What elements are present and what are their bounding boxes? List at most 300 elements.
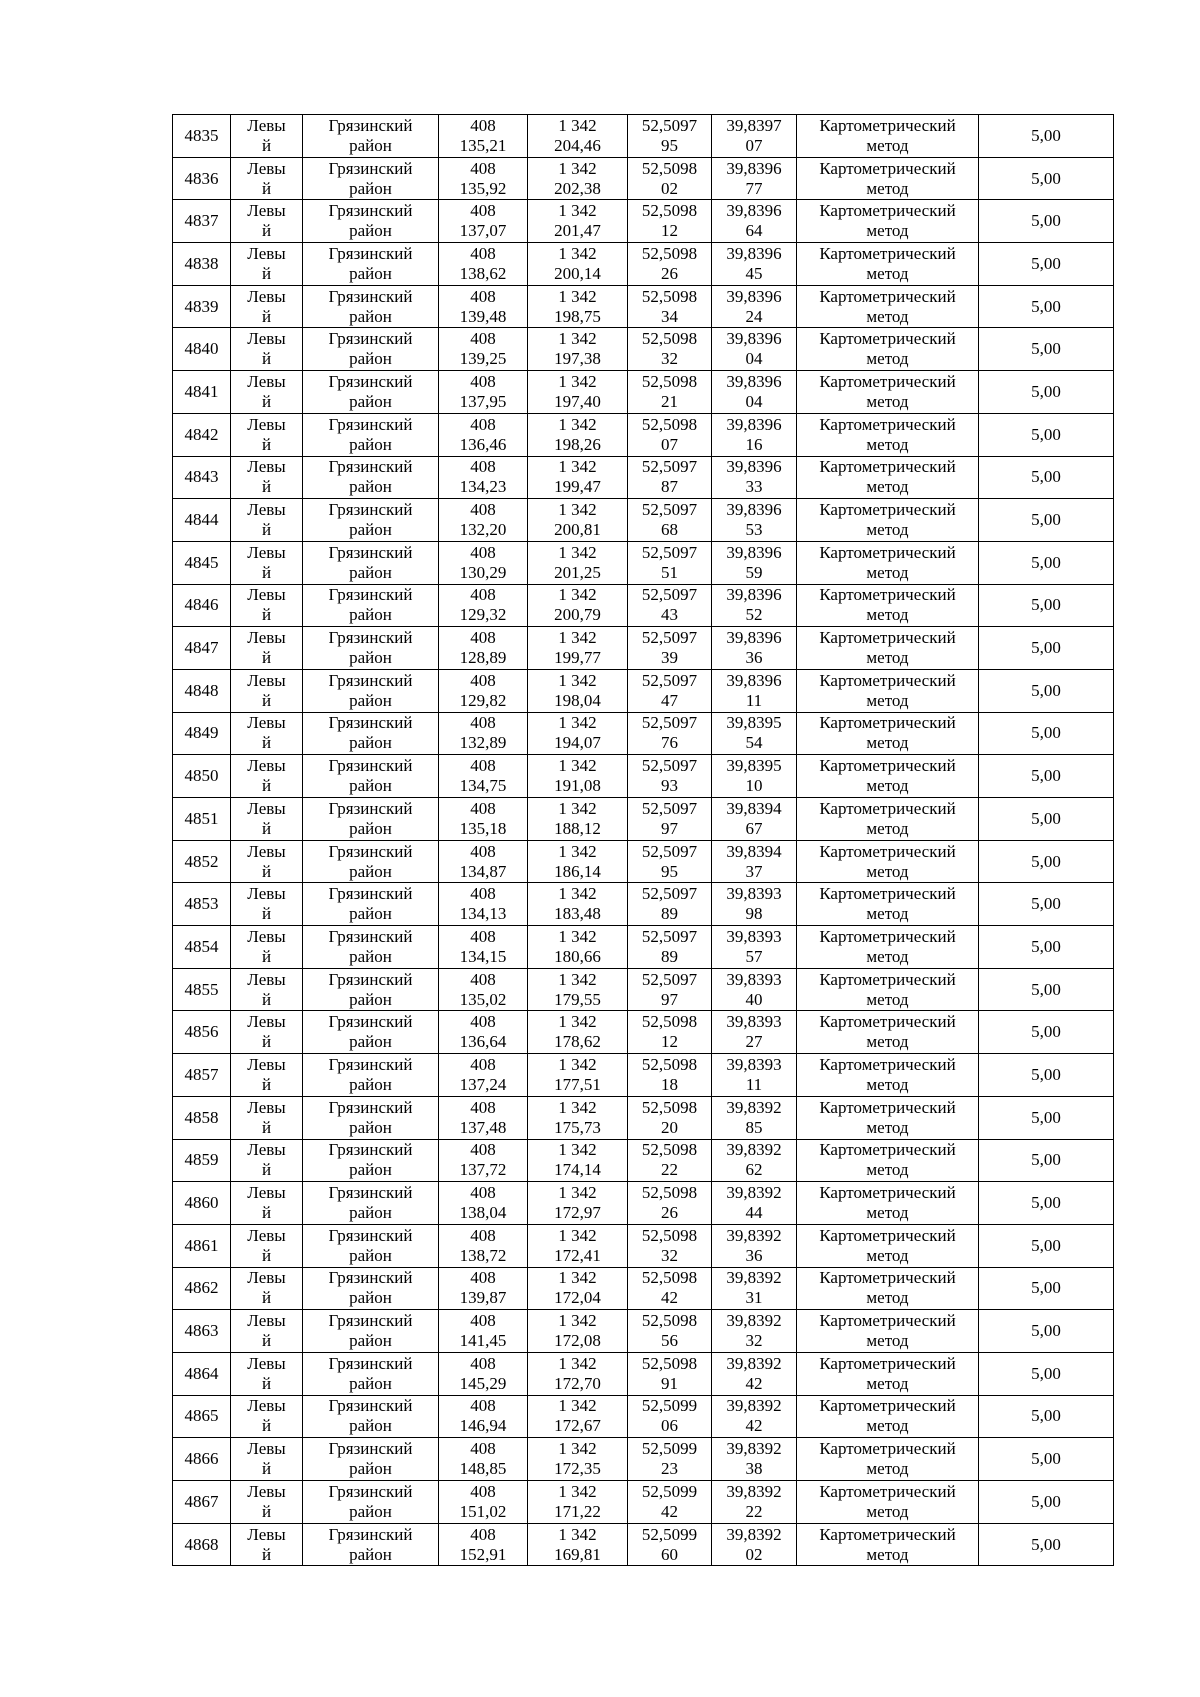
method-line-2: метод xyxy=(866,221,909,241)
point-number: 4862 xyxy=(184,1278,219,1298)
y-coordinate-cell xyxy=(528,413,628,456)
x-line-1: 408 xyxy=(470,841,496,861)
latitude-cell xyxy=(628,968,712,1011)
method-line-2: метод xyxy=(866,562,909,582)
lon-line-2: 10 xyxy=(745,776,763,796)
side-cell xyxy=(231,755,303,798)
accuracy-cell xyxy=(979,1523,1114,1566)
lon-line-2: 11 xyxy=(745,690,763,710)
lat-line-1: 52,5098 xyxy=(641,243,698,263)
side-cell xyxy=(231,1523,303,1566)
method-cell xyxy=(797,115,979,158)
side-line-1: Левы xyxy=(247,1524,286,1544)
accuracy-value: 5,00 xyxy=(1031,168,1061,188)
method-line-1: Картометрический xyxy=(819,1140,956,1160)
point-number: 4868 xyxy=(184,1534,219,1554)
district-line-2: район xyxy=(349,818,392,838)
y-line-1: 1 342 xyxy=(558,1097,597,1117)
lon-line-1: 39,8392 xyxy=(726,1311,782,1331)
y-line-1: 1 342 xyxy=(558,1396,597,1416)
x-coordinate-cell xyxy=(439,1267,528,1310)
district-line-1: Грязинский xyxy=(328,542,413,562)
latitude-cell xyxy=(628,413,712,456)
accuracy-cell xyxy=(979,627,1114,670)
longitude-cell xyxy=(712,1224,797,1267)
method-line-1: Картометрический xyxy=(819,756,956,776)
side-cell xyxy=(231,798,303,841)
lon-line-2: 45 xyxy=(745,263,763,283)
method-cell xyxy=(797,1182,979,1225)
accuracy-cell xyxy=(979,413,1114,456)
accuracy-cell xyxy=(979,926,1114,969)
latitude-cell xyxy=(628,1481,712,1524)
table-row xyxy=(173,1438,1114,1481)
table-row xyxy=(173,798,1114,841)
x-line-1: 408 xyxy=(470,1054,496,1074)
x-coordinate-cell xyxy=(439,285,528,328)
x-line-1: 408 xyxy=(470,243,496,263)
lon-line-1: 39,8396 xyxy=(726,243,782,263)
y-coordinate-cell xyxy=(528,1096,628,1139)
district-line-1: Грязинский xyxy=(328,115,413,135)
side-cell xyxy=(231,1352,303,1395)
side-line-1: Левы xyxy=(247,329,286,349)
district-line-2: район xyxy=(349,733,392,753)
method-line-2: метод xyxy=(866,1373,909,1393)
x-line-2: 151,02 xyxy=(459,1501,507,1521)
accuracy-cell xyxy=(979,1310,1114,1353)
district-cell xyxy=(303,413,439,456)
longitude-cell xyxy=(712,584,797,627)
y-line-2: 180,66 xyxy=(554,946,601,966)
table-row xyxy=(173,285,1114,328)
x-line-2: 139,48 xyxy=(459,306,507,326)
y-line-2: 198,75 xyxy=(554,306,601,326)
lon-line-1: 39,8392 xyxy=(726,1225,782,1245)
side-line-2: й xyxy=(261,733,272,753)
y-coordinate-cell xyxy=(528,926,628,969)
lon-line-2: 16 xyxy=(745,434,763,454)
lat-line-2: 51 xyxy=(661,562,678,582)
point-number: 4835 xyxy=(184,125,219,145)
method-cell xyxy=(797,627,979,670)
accuracy-cell xyxy=(979,584,1114,627)
latitude-cell xyxy=(628,1224,712,1267)
district-line-1: Грязинский xyxy=(328,329,413,349)
latitude-cell xyxy=(628,371,712,414)
side-line-1: Левы xyxy=(247,1225,286,1245)
side-cell xyxy=(231,1267,303,1310)
accuracy-cell xyxy=(979,115,1114,158)
side-line-1: Левы xyxy=(247,1183,286,1203)
x-coordinate-cell xyxy=(439,413,528,456)
longitude-cell xyxy=(712,627,797,670)
side-cell xyxy=(231,157,303,200)
x-line-2: 138,62 xyxy=(459,263,507,283)
longitude-cell xyxy=(712,669,797,712)
method-cell xyxy=(797,669,979,712)
district-line-1: Грязинский xyxy=(328,201,413,221)
accuracy-value: 5,00 xyxy=(1031,1193,1061,1213)
district-line-1: Грязинский xyxy=(328,158,413,178)
lat-line-1: 52,5098 xyxy=(641,286,698,306)
method-line-1: Картометрический xyxy=(819,457,956,477)
side-cell xyxy=(231,1224,303,1267)
x-coordinate-cell xyxy=(439,1224,528,1267)
y-line-1: 1 342 xyxy=(558,756,597,776)
side-cell xyxy=(231,285,303,328)
lon-line-1: 39,8396 xyxy=(726,414,782,434)
district-cell xyxy=(303,456,439,499)
district-line-2: район xyxy=(349,1245,392,1265)
longitude-cell xyxy=(712,371,797,414)
lat-line-2: 56 xyxy=(661,1331,678,1351)
lon-line-1: 39,8395 xyxy=(726,713,782,733)
longitude-cell xyxy=(712,243,797,286)
point-number-cell xyxy=(173,1523,231,1566)
district-cell xyxy=(303,243,439,286)
district-line-1: Грязинский xyxy=(328,1097,413,1117)
longitude-cell xyxy=(712,968,797,1011)
district-cell xyxy=(303,669,439,712)
latitude-cell xyxy=(628,669,712,712)
longitude-cell xyxy=(712,1438,797,1481)
district-line-2: район xyxy=(349,1459,392,1479)
x-line-2: 137,48 xyxy=(459,1117,507,1137)
y-line-1: 1 342 xyxy=(558,926,597,946)
side-line-2: й xyxy=(261,135,272,155)
lon-line-1: 39,8392 xyxy=(726,1439,782,1459)
table-row xyxy=(173,926,1114,969)
method-cell xyxy=(797,371,979,414)
longitude-cell xyxy=(712,1054,797,1097)
y-coordinate-cell xyxy=(528,371,628,414)
x-coordinate-cell xyxy=(439,115,528,158)
accuracy-cell xyxy=(979,1011,1114,1054)
y-coordinate-cell xyxy=(528,755,628,798)
x-line-1: 408 xyxy=(470,1140,496,1160)
lat-line-1: 52,5098 xyxy=(641,1268,698,1288)
y-line-2: 191,08 xyxy=(554,776,601,796)
x-line-2: 134,87 xyxy=(459,861,507,881)
side-line-1: Левы xyxy=(247,1481,286,1501)
x-coordinate-cell xyxy=(439,456,528,499)
district-line-1: Грязинский xyxy=(328,414,413,434)
longitude-cell xyxy=(712,840,797,883)
y-line-2: 172,41 xyxy=(554,1245,601,1265)
method-line-2: метод xyxy=(866,1331,909,1351)
y-line-2: 172,35 xyxy=(554,1459,601,1479)
accuracy-cell xyxy=(979,883,1114,926)
side-line-2: й xyxy=(261,520,272,540)
method-cell xyxy=(797,755,979,798)
point-number-cell xyxy=(173,1438,231,1481)
x-line-2: 138,04 xyxy=(459,1203,507,1223)
method-line-2: метод xyxy=(866,733,909,753)
latitude-cell xyxy=(628,157,712,200)
side-line-1: Левы xyxy=(247,756,286,776)
y-coordinate-cell xyxy=(528,243,628,286)
side-cell xyxy=(231,115,303,158)
point-number: 4856 xyxy=(184,1022,219,1042)
side-line-1: Левы xyxy=(247,1140,286,1160)
accuracy-value: 5,00 xyxy=(1031,552,1061,572)
point-number: 4853 xyxy=(184,894,219,914)
method-line-1: Картометрический xyxy=(819,628,956,648)
side-line-2: й xyxy=(261,1331,272,1351)
district-line-1: Грязинский xyxy=(328,1140,413,1160)
side-line-1: Левы xyxy=(247,457,286,477)
point-number-cell xyxy=(173,798,231,841)
district-line-2: район xyxy=(349,861,392,881)
lon-line-2: 62 xyxy=(745,1160,763,1180)
side-line-1: Левы xyxy=(247,670,286,690)
side-line-1: Левы xyxy=(247,201,286,221)
point-number-cell xyxy=(173,1182,231,1225)
lat-line-2: 32 xyxy=(661,1245,678,1265)
lat-line-2: 26 xyxy=(661,263,678,283)
district-line-2: район xyxy=(349,776,392,796)
accuracy-cell xyxy=(979,157,1114,200)
side-line-1: Левы xyxy=(247,500,286,520)
method-cell xyxy=(797,1139,979,1182)
accuracy-value: 5,00 xyxy=(1031,253,1061,273)
district-line-1: Грязинский xyxy=(328,670,413,690)
longitude-cell xyxy=(712,1352,797,1395)
side-line-1: Левы xyxy=(247,841,286,861)
x-line-2: 146,94 xyxy=(459,1416,507,1436)
y-coordinate-cell xyxy=(528,328,628,371)
lat-line-1: 52,5097 xyxy=(641,542,698,562)
lon-line-1: 39,8392 xyxy=(726,1183,782,1203)
accuracy-value: 5,00 xyxy=(1031,723,1061,743)
point-number: 4842 xyxy=(184,424,219,444)
district-cell xyxy=(303,627,439,670)
accuracy-cell xyxy=(979,669,1114,712)
side-line-2: й xyxy=(261,221,272,241)
point-number-cell xyxy=(173,200,231,243)
y-coordinate-cell xyxy=(528,157,628,200)
method-cell xyxy=(797,584,979,627)
method-line-1: Картометрический xyxy=(819,542,956,562)
side-cell xyxy=(231,1395,303,1438)
side-cell xyxy=(231,1310,303,1353)
district-line-2: район xyxy=(349,349,392,369)
table-row xyxy=(173,456,1114,499)
x-line-1: 408 xyxy=(470,1097,496,1117)
longitude-cell xyxy=(712,1267,797,1310)
lon-line-2: 53 xyxy=(745,520,763,540)
accuracy-value: 5,00 xyxy=(1031,467,1061,487)
lat-line-1: 52,5098 xyxy=(641,371,698,391)
table-row xyxy=(173,627,1114,670)
method-line-1: Картометрический xyxy=(819,798,956,818)
lat-line-1: 52,5099 xyxy=(641,1524,698,1544)
district-line-1: Грязинский xyxy=(328,371,413,391)
method-cell xyxy=(797,413,979,456)
method-cell xyxy=(797,499,979,542)
longitude-cell xyxy=(712,755,797,798)
x-line-1: 408 xyxy=(470,542,496,562)
method-cell xyxy=(797,1481,979,1524)
method-line-1: Картометрический xyxy=(819,243,956,263)
x-coordinate-cell xyxy=(439,584,528,627)
method-line-2: метод xyxy=(866,306,909,326)
method-cell xyxy=(797,243,979,286)
side-line-2: й xyxy=(261,1544,272,1564)
y-coordinate-cell xyxy=(528,584,628,627)
x-line-1: 408 xyxy=(470,286,496,306)
side-line-2: й xyxy=(261,1416,272,1436)
accuracy-value: 5,00 xyxy=(1031,1321,1061,1341)
y-line-2: 175,73 xyxy=(554,1117,601,1137)
side-line-1: Левы xyxy=(247,1054,286,1074)
method-line-1: Картометрический xyxy=(819,1268,956,1288)
side-cell xyxy=(231,883,303,926)
lat-line-1: 52,5097 xyxy=(641,585,698,605)
side-line-1: Левы xyxy=(247,243,286,263)
point-number-cell xyxy=(173,499,231,542)
method-line-1: Картометрический xyxy=(819,1225,956,1245)
table-row xyxy=(173,883,1114,926)
method-cell xyxy=(797,157,979,200)
table-row xyxy=(173,541,1114,584)
point-number: 4846 xyxy=(184,595,219,615)
table-row xyxy=(173,371,1114,414)
x-line-1: 408 xyxy=(470,1183,496,1203)
x-line-2: 135,02 xyxy=(459,989,507,1009)
table-row xyxy=(173,1395,1114,1438)
latitude-cell xyxy=(628,328,712,371)
district-cell xyxy=(303,328,439,371)
x-coordinate-cell xyxy=(439,627,528,670)
side-cell xyxy=(231,840,303,883)
method-line-2: метод xyxy=(866,434,909,454)
x-line-1: 408 xyxy=(470,329,496,349)
longitude-cell xyxy=(712,200,797,243)
y-line-2: 171,22 xyxy=(554,1501,601,1521)
point-number-cell xyxy=(173,285,231,328)
latitude-cell xyxy=(628,712,712,755)
x-line-2: 137,72 xyxy=(459,1160,507,1180)
y-line-1: 1 342 xyxy=(558,1225,597,1245)
table-row xyxy=(173,1182,1114,1225)
method-line-1: Картометрический xyxy=(819,1054,956,1074)
side-cell xyxy=(231,627,303,670)
point-number-cell xyxy=(173,1395,231,1438)
method-line-2: метод xyxy=(866,904,909,924)
y-line-2: 198,04 xyxy=(554,690,601,710)
accuracy-cell xyxy=(979,1438,1114,1481)
y-line-1: 1 342 xyxy=(558,371,597,391)
point-number: 4864 xyxy=(184,1363,219,1383)
lon-line-2: 04 xyxy=(745,349,763,369)
point-number: 4843 xyxy=(184,467,219,487)
district-line-2: район xyxy=(349,1416,392,1436)
accuracy-value: 5,00 xyxy=(1031,638,1061,658)
table-row xyxy=(173,200,1114,243)
lat-line-1: 52,5098 xyxy=(641,1183,698,1203)
table-row xyxy=(173,157,1114,200)
method-line-1: Картометрический xyxy=(819,1481,956,1501)
side-cell xyxy=(231,371,303,414)
x-coordinate-cell xyxy=(439,1011,528,1054)
y-coordinate-cell xyxy=(528,541,628,584)
lat-line-2: 42 xyxy=(661,1501,678,1521)
y-coordinate-cell xyxy=(528,1523,628,1566)
lon-line-1: 39,8393 xyxy=(726,969,782,989)
point-number: 4837 xyxy=(184,211,219,231)
district-line-1: Грязинский xyxy=(328,926,413,946)
x-line-2: 129,32 xyxy=(459,605,507,625)
longitude-cell xyxy=(712,328,797,371)
method-line-1: Картометрический xyxy=(819,926,956,946)
method-line-1: Картометрический xyxy=(819,1183,956,1203)
x-line-1: 408 xyxy=(470,628,496,648)
lon-line-2: 44 xyxy=(745,1203,763,1223)
accuracy-value: 5,00 xyxy=(1031,979,1061,999)
point-number: 4852 xyxy=(184,851,219,871)
district-line-2: район xyxy=(349,1544,392,1564)
y-line-2: 172,67 xyxy=(554,1416,601,1436)
district-line-2: район xyxy=(349,520,392,540)
side-line-2: й xyxy=(261,1032,272,1052)
district-line-2: район xyxy=(349,263,392,283)
method-line-1: Картометрический xyxy=(819,1396,956,1416)
latitude-cell xyxy=(628,499,712,542)
method-cell xyxy=(797,200,979,243)
method-cell xyxy=(797,1438,979,1481)
y-coordinate-cell xyxy=(528,499,628,542)
side-line-2: й xyxy=(261,477,272,497)
latitude-cell xyxy=(628,1310,712,1353)
point-number-cell xyxy=(173,1096,231,1139)
x-coordinate-cell xyxy=(439,499,528,542)
side-cell xyxy=(231,968,303,1011)
longitude-cell xyxy=(712,1182,797,1225)
y-line-2: 197,40 xyxy=(554,391,601,411)
district-line-1: Грязинский xyxy=(328,798,413,818)
lat-line-1: 52,5098 xyxy=(641,1311,698,1331)
accuracy-cell xyxy=(979,499,1114,542)
lat-line-2: 89 xyxy=(661,904,678,924)
district-line-2: район xyxy=(349,946,392,966)
lat-line-1: 52,5098 xyxy=(641,1225,698,1245)
point-number-cell xyxy=(173,669,231,712)
lon-line-2: 40 xyxy=(745,989,763,1009)
method-cell xyxy=(797,1224,979,1267)
district-cell xyxy=(303,1523,439,1566)
accuracy-value: 5,00 xyxy=(1031,1534,1061,1554)
coordinates-table xyxy=(172,114,1114,1566)
side-line-2: й xyxy=(261,946,272,966)
point-number: 4840 xyxy=(184,339,219,359)
lon-line-1: 39,8394 xyxy=(726,841,782,861)
point-number: 4839 xyxy=(184,296,219,316)
y-coordinate-cell xyxy=(528,883,628,926)
point-number: 4845 xyxy=(184,552,219,572)
lon-line-1: 39,8392 xyxy=(726,1481,782,1501)
longitude-cell xyxy=(712,541,797,584)
district-line-1: Грязинский xyxy=(328,713,413,733)
district-line-2: район xyxy=(349,1160,392,1180)
y-line-1: 1 342 xyxy=(558,585,597,605)
accuracy-value: 5,00 xyxy=(1031,1278,1061,1298)
x-line-1: 408 xyxy=(470,371,496,391)
lat-line-1: 52,5099 xyxy=(641,1396,698,1416)
lat-line-1: 52,5098 xyxy=(641,414,698,434)
accuracy-cell xyxy=(979,1139,1114,1182)
